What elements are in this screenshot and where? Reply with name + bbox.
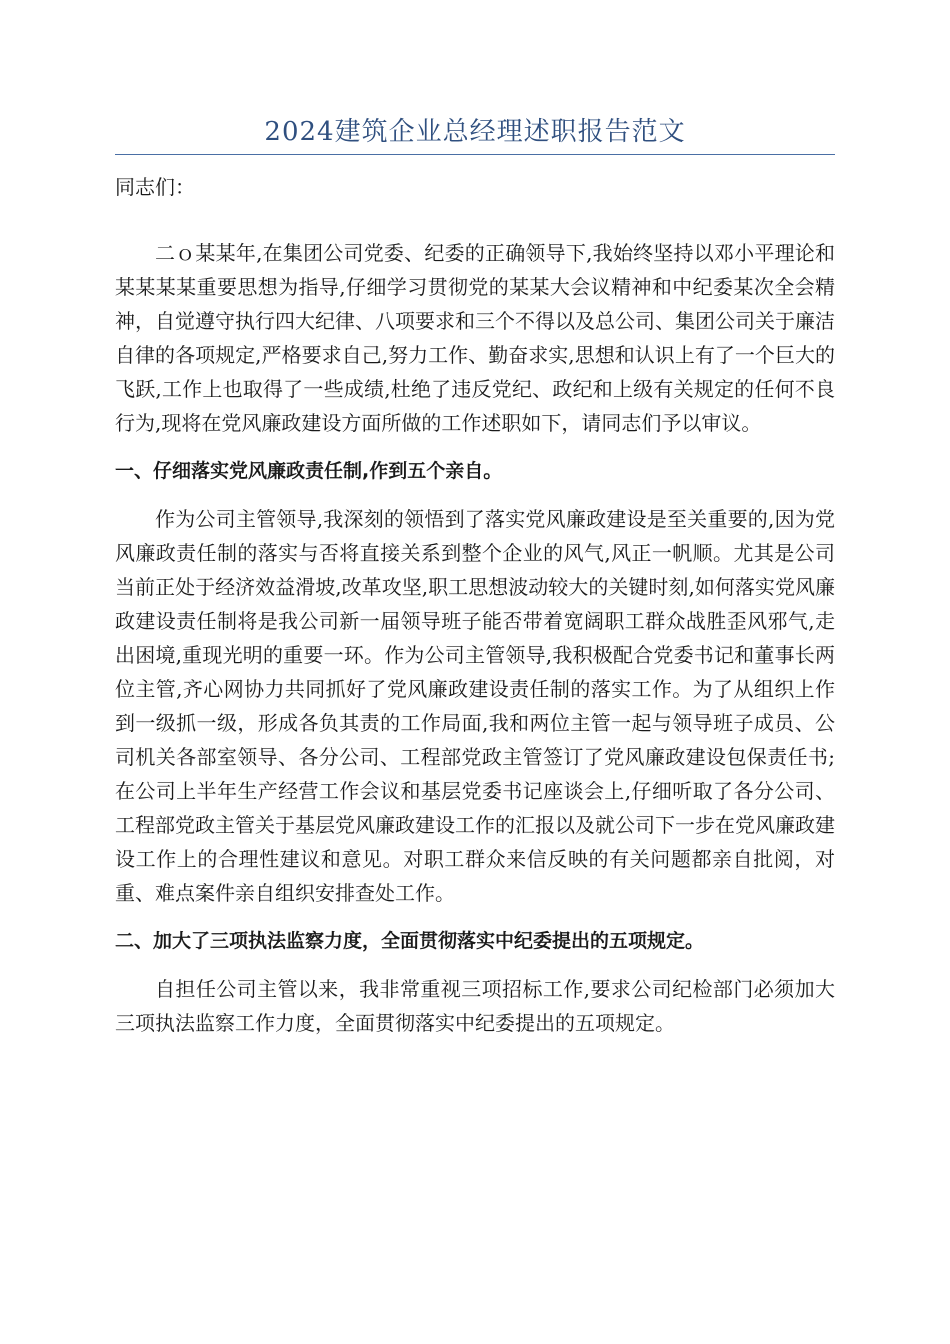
document-body (115, 170, 835, 1054)
paragraph-intro: 二ｏ某某年,在集团公司党委、纪委的正确领导下,我始终坚持以邓小平理论和某某某某重要思想为指导,仔细学习贯彻党的某某大会议精神和中纪委某次全会精神，自觉遵守执行四大纪律、八项要求和三个不得以及总公司、集团公司关于廉洁自律的各项规定,严格要求自己,努力工作、勤奋求实,思想和认识上有了一个巨大的飞跃,工作上也取得了一些成绩,杜绝了违反党纪、政纪和上级有关规定的任何不良行为,现将在党风廉政建设方面所做的工作述职如下，请同志们予以审议。 (115, 241, 835, 435)
section-heading-2: 二、加大了三项执法监察力度，全面贯彻落实中纪委提出的五项规定。 (115, 930, 705, 952)
paragraph-section-1: 作为公司主管领导,我深刻的领悟到了落实党风廉政建设是至关重要的,因为党风廉政责任制的落实与否将直接关系到整个企业的风气,风正一帆顺。尤其是公司当前正处于经济效益滑坡,改革攻坚,职工思想波动较大的关键时刻,如何落实党风廉政建设责任制将是我公司新一届领导班子能否带着宽阔职工群众战胜歪风邪气,走出困境,重现光明的重要一环。作为公司主管领导,我积极配合党委书记和董事长两位主管,齐心网协力共同抓好了党风廉政建设责任制的落实工作。为了从组织上作到一级抓一级，形成各负其责的工作局面,我和两位主管一起与领导班子成员、公司机关各部室领导、各分公司、工程部党政主管签订了党风廉政建设包保责任书;在公司上半年生产经营工作会议和基层党委书记座谈会上,仔细听取了各分公司、工程部党政主管关于基层党风廉政建设工作的汇报以及就公司下一步在党风廉政建设工作上的合理性建议和意见。对职工群众来信反映的有关问题都亲自批阅，对重、难点案件亲自组织安排查处工作。 (115, 507, 835, 905)
section-heading-1: 一、仔细落实党风廉政责任制,作到五个亲自。 (115, 460, 503, 482)
document-title: 2024建筑企业总经理述职报告范文 (264, 117, 686, 147)
title-underline (115, 154, 835, 155)
paragraph-section-2: 自担任公司主管以来，我非常重视三项招标工作,要求公司纪检部门必须加大三项执法监察工作力度，全面贯彻落实中纪委提出的五项规定。 (115, 977, 835, 1035)
salutation: 同志们： (115, 175, 195, 199)
